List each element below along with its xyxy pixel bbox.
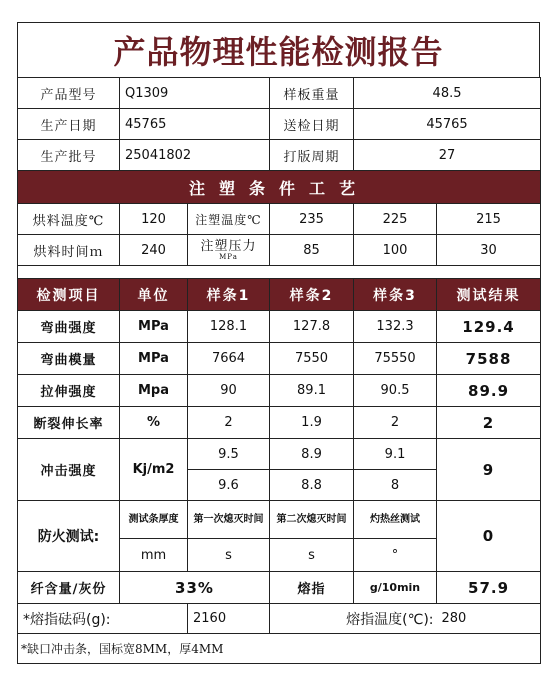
fire-thickness-label: 测试条厚度 xyxy=(120,501,188,539)
impact-item: 冲击强度 xyxy=(18,439,120,501)
note-row xyxy=(18,634,541,664)
injection-header: 注塑条件工艺 xyxy=(18,171,541,204)
header-sample1: 样条1 xyxy=(188,279,270,311)
test-sample1: 90 xyxy=(188,375,270,407)
test-result: 129.4 xyxy=(437,311,541,343)
test-item: 断裂伸长率 xyxy=(18,407,120,439)
injection-row xyxy=(18,204,541,235)
weight-label: 样板重量 xyxy=(270,78,354,109)
test-result: 89.9 xyxy=(437,375,541,407)
test-result: 7588 xyxy=(437,343,541,375)
cycle-value: 27 xyxy=(354,140,541,171)
test-sample3: 2 xyxy=(354,407,437,439)
info-row xyxy=(18,140,541,171)
fire-second-unit: s xyxy=(270,539,354,572)
header-result: 测试结果 xyxy=(437,279,541,311)
fiber-label: 纤含量/灰份 xyxy=(18,572,120,604)
test-sample2: 1.9 xyxy=(270,407,354,439)
test-unit: Mpa xyxy=(120,375,188,407)
test-result: 2 xyxy=(437,407,541,439)
injection-row xyxy=(18,235,541,266)
weight-value: 48.5 xyxy=(354,78,541,109)
mold-temp-value: 225 xyxy=(354,204,437,235)
spacer-row xyxy=(18,266,541,279)
dry-time-value: 240 xyxy=(120,235,188,266)
cycle-label: 打版周期 xyxy=(270,140,354,171)
test-sample2: 127.8 xyxy=(270,311,354,343)
header-sample2: 样条2 xyxy=(270,279,354,311)
melt-value: 57.9 xyxy=(437,572,541,604)
info-row xyxy=(18,78,541,109)
injection-header-row xyxy=(18,171,541,204)
impact-sample3: 9.1 xyxy=(354,439,437,470)
pressure-value: 30 xyxy=(437,235,541,266)
mold-temp-label: 注塑温度℃ xyxy=(188,204,270,235)
impact-sample2: 8.8 xyxy=(270,470,354,501)
table-row xyxy=(18,311,541,343)
impact-sample2: 8.9 xyxy=(270,439,354,470)
melt-temp-value: 280 xyxy=(437,604,541,634)
prod-date-label: 生产日期 xyxy=(18,109,120,140)
header-unit: 单位 xyxy=(120,279,188,311)
fire-wire-label: 灼热丝测试 xyxy=(354,501,437,539)
fire-first-label: 第一次熄灭时间 xyxy=(188,501,270,539)
pressure-label-cell xyxy=(188,235,270,266)
melt-label: 熔指 xyxy=(270,572,354,604)
test-unit: MPa xyxy=(120,311,188,343)
sent-date-value: 45765 xyxy=(354,109,541,140)
impact-unit: Kj/m2 xyxy=(120,439,188,501)
dry-temp-value: 120 xyxy=(120,204,188,235)
model-value: Q1309 xyxy=(120,78,270,109)
test-unit: MPa xyxy=(120,343,188,375)
melt-weight-label: *熔指砝码(g): xyxy=(18,604,188,634)
prod-date-value: 45765 xyxy=(120,109,270,140)
table-row xyxy=(18,407,541,439)
test-sample1: 128.1 xyxy=(188,311,270,343)
impact-sample3: 8 xyxy=(354,470,437,501)
fiber-row xyxy=(18,572,541,604)
test-sample1: 7664 xyxy=(188,343,270,375)
impact-row xyxy=(18,439,541,470)
test-sample3: 75550 xyxy=(354,343,437,375)
test-item: 拉伸强度 xyxy=(18,375,120,407)
table-row xyxy=(18,375,541,407)
pressure-value: 85 xyxy=(270,235,354,266)
fire-wire-unit: ° xyxy=(354,539,437,572)
melt-unit: g/10min xyxy=(354,572,437,604)
test-sample3: 132.3 xyxy=(354,311,437,343)
test-sample2: 7550 xyxy=(270,343,354,375)
test-unit: % xyxy=(120,407,188,439)
fire-thickness-unit: mm xyxy=(120,539,188,572)
pressure-unit: MPa xyxy=(219,252,238,261)
table-row xyxy=(18,343,541,375)
spacer xyxy=(18,266,541,279)
mold-temp-value: 215 xyxy=(437,204,541,235)
footer-note: *缺口冲击条，国标宽8MM，厚4MM xyxy=(18,634,541,664)
report-title: 产品物理性能检测报告 xyxy=(17,22,540,77)
melt-weight-value: 2160 xyxy=(188,604,270,634)
dry-temp-label: 烘料温度℃ xyxy=(18,204,120,235)
fire-result: 0 xyxy=(437,501,541,572)
test-item: 弯曲模量 xyxy=(18,343,120,375)
model-label: 产品型号 xyxy=(18,78,120,109)
impact-result: 9 xyxy=(437,439,541,501)
fire-item: 防火测试: xyxy=(18,501,120,572)
fiber-value: 33% xyxy=(120,572,270,604)
fire-first-unit: s xyxy=(188,539,270,572)
report-sheet xyxy=(17,22,540,664)
test-item: 弯曲强度 xyxy=(18,311,120,343)
test-sample2: 89.1 xyxy=(270,375,354,407)
report-table xyxy=(17,77,541,664)
sent-date-label: 送检日期 xyxy=(270,109,354,140)
pressure-value: 100 xyxy=(354,235,437,266)
header-item: 检测项目 xyxy=(18,279,120,311)
impact-sample1: 9.5 xyxy=(188,439,270,470)
test-sample1: 2 xyxy=(188,407,270,439)
test-header-row xyxy=(18,279,541,311)
fire-row xyxy=(18,501,541,539)
batch-value: 25041802 xyxy=(120,140,270,171)
impact-sample1: 9.6 xyxy=(188,470,270,501)
header-sample3: 样条3 xyxy=(354,279,437,311)
mold-temp-value: 235 xyxy=(270,204,354,235)
melt-weight-row xyxy=(18,604,541,634)
melt-temp-label: 熔指温度(℃): xyxy=(270,604,437,634)
dry-time-label: 烘料时间ｍ xyxy=(18,235,120,266)
fire-second-label: 第二次熄灭时间 xyxy=(270,501,354,539)
pressure-label: 注塑压力 xyxy=(200,238,257,254)
test-sample3: 90.5 xyxy=(354,375,437,407)
batch-label: 生产批号 xyxy=(18,140,120,171)
info-row xyxy=(18,109,541,140)
